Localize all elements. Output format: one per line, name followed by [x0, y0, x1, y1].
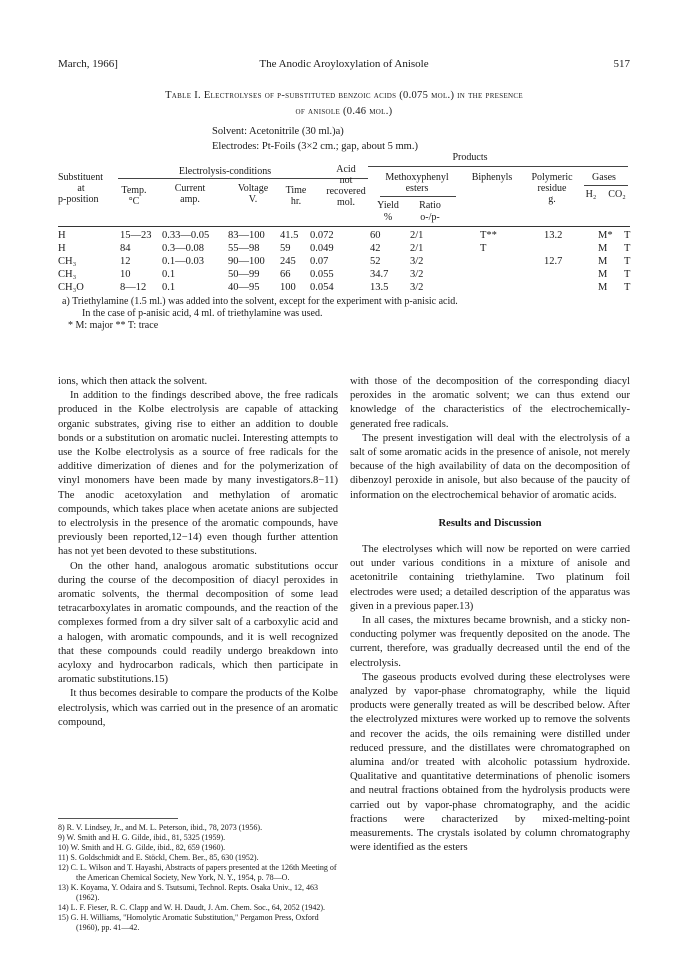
cell-yield: 60 [370, 230, 381, 241]
col-time-unit: hr. [290, 196, 302, 207]
cell-current: 0.33—0.05 [162, 230, 210, 241]
col-products: Products [452, 152, 488, 163]
cell-time: 41.5 [280, 230, 299, 241]
col-position: p-position [58, 194, 99, 205]
cell-h2: M [598, 269, 608, 280]
cell-time: 59 [280, 243, 291, 254]
table-caption-line2: of anisole (0.46 mol.) [295, 106, 393, 117]
cell-voltage: 50—99 [228, 269, 260, 280]
paragraph: It thus becomes desirable to compare the products of the Kolbe electrolysis, which was carried out in the presence of an aromatic compound, [58, 688, 338, 728]
reference-item: 10) W. Smith and H. G. Gilde, ibid., 82, 659 (1960). [58, 843, 226, 852]
footnote-a: a) Triethylamine (1.5 ml.) was added into the solvent, except for the experiment with p-anisic acid. [62, 296, 458, 307]
table-solvent: Solvent: Acetonitrile (30 ml.)a) [212, 126, 344, 137]
cell-acid: 0.054 [310, 282, 334, 293]
right-column [350, 375, 630, 856]
cell-sub: CH₃ [58, 256, 77, 267]
col-h2: H₂ [585, 189, 597, 200]
col-acid1: Acid [336, 164, 356, 175]
cell-voltage: 40—95 [228, 282, 260, 293]
table-row [58, 230, 630, 243]
col-methoxy-esters: esters [405, 183, 429, 194]
table-caption [58, 88, 630, 120]
table-caption-line1: Table I. Electrolyses of p-substituted benzoic acids (0.075 mol.) in the presence [165, 90, 523, 101]
cell-ratio: 3/2 [410, 269, 424, 280]
col-conditions: Electrolysis-conditions [178, 166, 272, 177]
col-substituent: Substituent [58, 172, 104, 183]
cell-temp: 8—12 [120, 282, 147, 293]
cell-temp: 15—23 [120, 230, 152, 241]
cell-time: 66 [280, 269, 291, 280]
cell-ratio: 2/1 [410, 230, 424, 241]
col-co2: CO₂ [608, 189, 626, 200]
col-acid2: not [339, 175, 353, 186]
cell-co2: T [624, 282, 631, 293]
cell-temp: 10 [120, 269, 131, 280]
cell-sub: CH₃ [58, 269, 77, 280]
col-yield: Yield [377, 200, 399, 211]
cell-acid: 0.049 [310, 243, 334, 254]
cell-h2: M [598, 282, 608, 293]
paragraph: In all cases, the mixtures became brownish, and a sticky non-conducting polymer was frequently deposited on the anode. The current, therefore, was gradually decreased until the end of the electrolysis. [350, 615, 630, 669]
reference-item: 11) S. Goldschmidt and E. Stöckl, Chem. Ber., 85, 630 (1952). [58, 853, 259, 862]
paragraph: In addition to the findings described above, the free radicals produced in the Kolbe electrolysis are capable of attacking organic substrates, giving rise to either an addition to double bonds or a substitution on aromatic nuclei. Interesting attempts to use the Kolbe electrolysis as a source of free radicals for the additive dimerization of dienes and for the polymerization of vinyl monomers have been made by many investigators.8−11) The anodic acetoxylation and methylation of aromatic compounds, which takes place when acetate anions are subjected to electrolysis in the presence of the aromatic compounds, have previously been reported,12−14) even though further attention has not yet been devoted to these substitutions. [58, 390, 338, 558]
reference-item: 12) C. L. Wilson and T. Hayashi, Abstracts of papers presented at the 126th Meeting of the American Chemical Society, New York, N. Y., 1954, p. 78—O. [58, 863, 337, 882]
footnote-b: * M: major ** T: trace [68, 320, 159, 331]
references [58, 823, 338, 933]
cell-sub: H [58, 243, 66, 254]
section-title: Results and Discussion [438, 517, 542, 529]
table-row [58, 256, 630, 269]
col-acid4: mol. [336, 197, 356, 208]
cell-yield: 42 [370, 243, 381, 254]
cell-voltage: 55—98 [228, 243, 260, 254]
footnote-separator [58, 818, 178, 819]
paragraph: The gaseous products evolved during these electrolyses were analyzed by vapor-phase chromatography, while the liquid products were generally treated as will be described below. After the electrolyzed mixtures were worked up to remove the solvents and recover the acids, the oils remaining were distilled under reduced pressure, and the distillates were chromatographed on alumina and/or treated with alcoholic potassium hydroxide. Qualitative and quantitative determinations of phenolic isomers and neutral fractions obtained from the hydrolysis products were carried out by vapor-phase chromatography, and the acidic fractions were characterized by mixed-melting-point measurements. The crystals isolated by column chromatography were identified as the esters [350, 671, 630, 854]
table-row [58, 282, 630, 295]
cell-poly: 12.7 [544, 256, 563, 267]
cell-poly: 13.2 [544, 230, 563, 241]
col-yield-unit: % [383, 212, 393, 223]
col-temp-unit: °C [128, 196, 140, 207]
col-current-unit: amp. [180, 194, 200, 205]
cell-biph: T** [480, 230, 497, 241]
paragraph: with those of the decomposition of the corresponding diacyl peroxides in the aromatic solvent; we can thus extend our knowledge of the characteristics of the electrochemically-generated free radicals. [350, 376, 630, 430]
cell-time: 245 [280, 256, 296, 267]
col-temp: Temp. [121, 185, 147, 196]
col-methoxy: Methoxyphenyl [385, 172, 449, 183]
col-voltage: Voltage [237, 183, 269, 194]
paragraph: The electrolyses which will now be reported on were carried out under various conditions in a mixture of anisole and acetonitrile containing triethylamine. Two platinum foil electrodes were used; a detailed description of the apparatus was given in a previous paper.13) [350, 544, 630, 612]
header-date: March, 1966] [58, 58, 118, 70]
gases-brace [584, 185, 628, 186]
cell-temp: 84 [120, 243, 131, 254]
cell-yield: 34.7 [370, 269, 389, 280]
cell-h2: M [598, 243, 608, 254]
table-row [58, 243, 630, 256]
cell-co2: T [624, 256, 631, 267]
paragraph: On the other hand, analogous aromatic substitutions occur during the course of the decomposition of diacyl peroxides in aromatic solvents, the thermal decomposition of some lead tetracarboxylates in aromatic compounds, and the reaction of the complexes formed from a dry silver salt of a carboxylic acid and a halogen, with aromatic compounds, and it is well recognized that these compounds could readily undergo breakdown into acyloxy and hydrocarbon radicals, which then participate in aromatic substitutions.15) [58, 560, 338, 686]
footnote-a2: In the case of p-anisic acid, 4 ml. of triethylamine was used. [82, 308, 323, 319]
col-gases: Gases [592, 172, 616, 183]
col-polymeric-residue: residue [537, 183, 567, 194]
cell-current: 0.1—0.03 [162, 256, 204, 267]
cell-current: 0.3—0.08 [162, 243, 204, 254]
cell-sub: CH₃O [58, 282, 84, 293]
col-voltage-unit: V. [248, 194, 258, 205]
col-acid3: recovered [326, 186, 366, 197]
reference-item: 13) K. Koyama, Y. Odaira and S. Tsutsumi, Technol. Repts. Osaka Univ., 12, 463 (1962). [58, 883, 319, 902]
reference-item: 9) W. Smith and H. G. Gilde, ibid., 81, 5325 (1959). [58, 833, 226, 842]
header-title: The Anodic Aroyloxylation of Anisole [259, 58, 429, 70]
col-ratio: Ratio [419, 200, 441, 211]
page-number: 517 [613, 58, 630, 70]
cell-ratio: 2/1 [410, 243, 424, 254]
cell-voltage: 90—100 [228, 256, 265, 267]
cell-temp: 12 [120, 256, 131, 267]
col-biphenyls: Biphenyls [471, 172, 513, 183]
col-time: Time [285, 185, 307, 196]
cell-voltage: 83—100 [228, 230, 265, 241]
cell-h2: M* [598, 230, 613, 241]
products-brace [368, 166, 628, 167]
col-ratio-unit: o-/p- [420, 212, 440, 223]
cell-yield: 52 [370, 256, 381, 267]
cell-acid: 0.055 [310, 269, 334, 280]
cell-co2: T [624, 230, 631, 241]
reference-item: 8) R. V. Lindsey, Jr., and M. L. Peterson, ibid., 78, 2073 (1956). [58, 823, 263, 832]
cell-current: 0.1 [162, 282, 176, 293]
cell-sub: H [58, 230, 66, 241]
cell-h2: M [598, 256, 608, 267]
cell-time: 100 [280, 282, 296, 293]
cell-ratio: 3/2 [410, 256, 424, 267]
cell-acid: 0.072 [310, 230, 334, 241]
cell-ratio: 3/2 [410, 282, 424, 293]
cell-acid: 0.07 [310, 256, 329, 267]
paragraph: The present investigation will deal with the electrolysis of a salt of some aromatic acids in the presence of anisole, not merely because of the high availability of data on the decomposition of dibenzoyl peroxide in anisole, but also because of the paucity of information on the electrochemical behavior of aromatic acids. [350, 432, 630, 501]
cell-co2: T [624, 269, 631, 280]
col-polymeric: Polymeric [531, 172, 573, 183]
reference-item: 14) L. F. Fieser, R. C. Clapp and W. H. Daudt, J. Am. Chem. Soc., 64, 2052 (1942). [58, 903, 326, 912]
cell-yield: 13.5 [370, 282, 389, 293]
table-row [58, 269, 630, 282]
left-column [58, 375, 338, 730]
col-at: at [77, 183, 85, 194]
cell-current: 0.1 [162, 269, 176, 280]
cell-biph: T [480, 243, 487, 254]
paragraph: ions, which then attack the solvent. [58, 376, 208, 387]
cell-co2: T [624, 243, 631, 254]
table-rule [58, 226, 630, 227]
table-electrodes: Electrodes: Pt-Foils (3×2 cm.; gap, about 5 mm.) [212, 141, 418, 152]
col-current: Current [174, 183, 206, 194]
methoxy-brace [380, 196, 456, 197]
col-polymeric-unit: g. [548, 194, 556, 205]
reference-item: 15) G. H. Williams, "Homolytic Aromatic Substitution," Pergamon Press, Oxford (1960), pp. 41—42. [58, 913, 319, 932]
